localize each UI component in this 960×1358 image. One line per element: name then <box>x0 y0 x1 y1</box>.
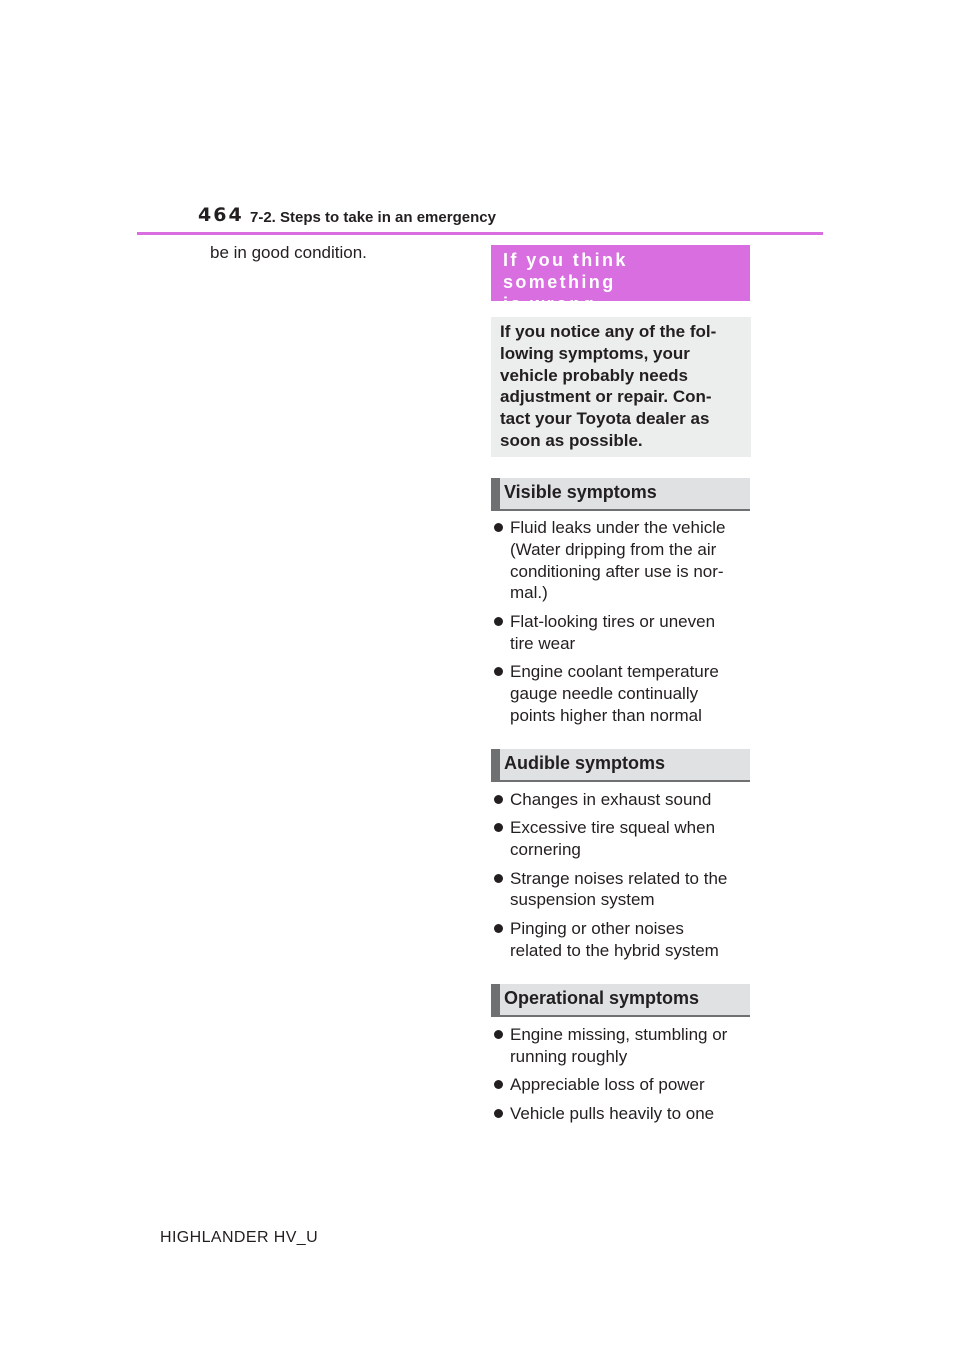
list-item-line: tire wear <box>510 633 576 653</box>
list-item <box>491 789 761 811</box>
bullet-icon <box>494 795 503 804</box>
list-item-line: Appreciable loss of power <box>510 1075 705 1095</box>
left-column-text: be in good condition. <box>210 243 367 262</box>
intro-line: soon as possible. <box>500 430 643 450</box>
footer-model: HIGHLANDER HV_U <box>160 1229 319 1246</box>
list-item-line: cornering <box>510 840 581 860</box>
list-item-line: gauge needle continually <box>510 683 699 703</box>
list-item-line: Excessive tire squeal when <box>510 818 716 838</box>
list-item <box>491 661 761 726</box>
list-item <box>491 817 761 861</box>
intro-line: If you notice any of the fol- <box>500 322 717 341</box>
visible-symptoms-heading-text: Visible symptoms <box>504 482 657 502</box>
section-title-line: is wrong <box>503 294 597 314</box>
list-item-line: mal.) <box>510 583 548 603</box>
page-number: 464 <box>198 204 244 226</box>
operational-symptoms-list <box>491 1024 761 1131</box>
operational-symptoms-heading-text: Operational symptoms <box>504 988 700 1008</box>
list-item <box>491 868 761 912</box>
list-item-line: Vehicle pulls heavily to one <box>510 1103 715 1123</box>
list-item-line: Fluid leaks under the vehicle <box>510 518 726 537</box>
section-title <box>491 245 750 314</box>
intro-line: adjustment or repair. Con- <box>500 387 712 407</box>
list-item-line: points higher than normal <box>510 705 702 725</box>
list-item <box>491 918 761 962</box>
list-item-line: Engine missing, stumbling or <box>510 1025 728 1044</box>
bullet-icon <box>494 617 503 626</box>
bullet-icon <box>494 1109 503 1118</box>
intro-line: vehicle probably needs <box>500 365 689 385</box>
bullet-icon <box>494 823 503 832</box>
audible-symptoms-heading <box>491 749 750 782</box>
list-item <box>491 517 761 604</box>
intro-line: tact your Toyota dealer as <box>500 409 710 429</box>
list-item-line: Pinging or other noises <box>510 918 684 938</box>
operational-symptoms-heading <box>491 984 750 1017</box>
visible-symptoms-heading <box>491 478 750 511</box>
bullet-icon <box>494 924 503 933</box>
list-item <box>491 1024 761 1068</box>
list-item-line: related to the hybrid system <box>510 940 719 960</box>
bullet-icon <box>494 874 503 883</box>
list-item <box>491 1074 761 1096</box>
visible-symptoms-list <box>491 517 761 733</box>
list-item-line: Changes in exhaust sound <box>510 790 712 809</box>
list-item-line: Engine coolant temperature <box>510 661 719 681</box>
audible-symptoms-list <box>491 789 761 968</box>
chapter-title: 7-2. Steps to take in an emergency <box>250 209 496 226</box>
bullet-icon <box>494 1030 503 1039</box>
list-item-line: Flat-looking tires or uneven <box>510 611 716 631</box>
list-item-line: running roughly <box>510 1046 628 1066</box>
list-item-line: suspension system <box>510 890 655 910</box>
list-item-line: conditioning after use is nor- <box>510 561 724 581</box>
audible-symptoms-heading-text: Audible symptoms <box>504 753 666 773</box>
bullet-icon <box>494 667 503 676</box>
intro-box <box>491 317 751 457</box>
list-item <box>491 1103 761 1125</box>
bullet-icon <box>494 1080 503 1089</box>
list-item-line: Strange noises related to the <box>510 868 728 888</box>
list-item-line: (Water dripping from the air <box>510 539 717 559</box>
list-item <box>491 611 761 655</box>
bullet-icon <box>494 523 503 532</box>
section-title-line: If you think something <box>503 250 628 292</box>
intro-line: lowing symptoms, your <box>500 343 690 363</box>
header-rule <box>137 232 823 235</box>
